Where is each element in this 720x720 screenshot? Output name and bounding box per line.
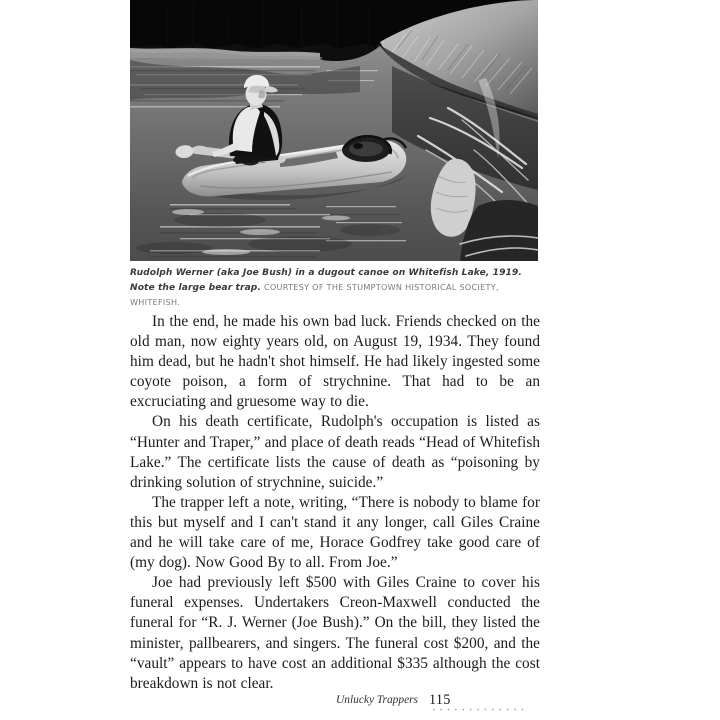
paragraph: The trapper left a note, writing, “There is nobody to blame for this but myself and I can't stand it any longer, call Giles Craine and he will take care of me, Horace Godfrey take good care of (my dog). Now Good By to all. From Joe.” — [130, 493, 540, 572]
paragraph: In the end, he made his own bad luck. Friends checked on the old man, now eighty years old, on August 19, 1934. They found him dead, but he hadn't shot himself. He had likely ingested some coyote poison, a form of strychnine. That had to be an excruciating and gruesome way to die. — [130, 313, 540, 411]
page-number: 115 — [429, 692, 451, 708]
figure-caption-credit: COURTESY OF THE STUMPTOWN HISTORICAL SOCIETY, WHITEFISH. — [130, 282, 499, 308]
paragraph: On his death certificate, Rudolph's occupation is listed as “Hunter and Traper,” and place of death reads “Head of Whitefish Lake.” The certificate lists the cause of death as “poisoning by drinking solution of strychnine, suicide.” — [130, 413, 540, 491]
paragraph: Joe had previously left $500 with Giles Craine to cover his funeral expenses. Undertakers Creon-Maxwell conducted the funeral for “R. J. Werner (Joe Bush).” On the bill, they listed the minister, pallbearers, and singers. The funeral cost $200, and the “vault” appears to have cost an additional $335 although the cost breakdown is not clear. — [130, 574, 540, 692]
running-head: Unlucky Trappers — [336, 694, 418, 706]
folio-group — [428, 692, 540, 714]
page-footer — [130, 694, 540, 718]
historical-photograph-dugout-canoe — [130, 0, 538, 261]
body-text — [130, 312, 540, 694]
figure-caption-text: Rudolph Werner (aka Joe Bush) in a dugout canoe on Whitefish Lake, 1919. Note the large bear trap. — [130, 268, 522, 294]
folio-dotted-rule — [430, 708, 526, 711]
figure-caption — [130, 266, 538, 311]
figure-block — [130, 0, 538, 261]
